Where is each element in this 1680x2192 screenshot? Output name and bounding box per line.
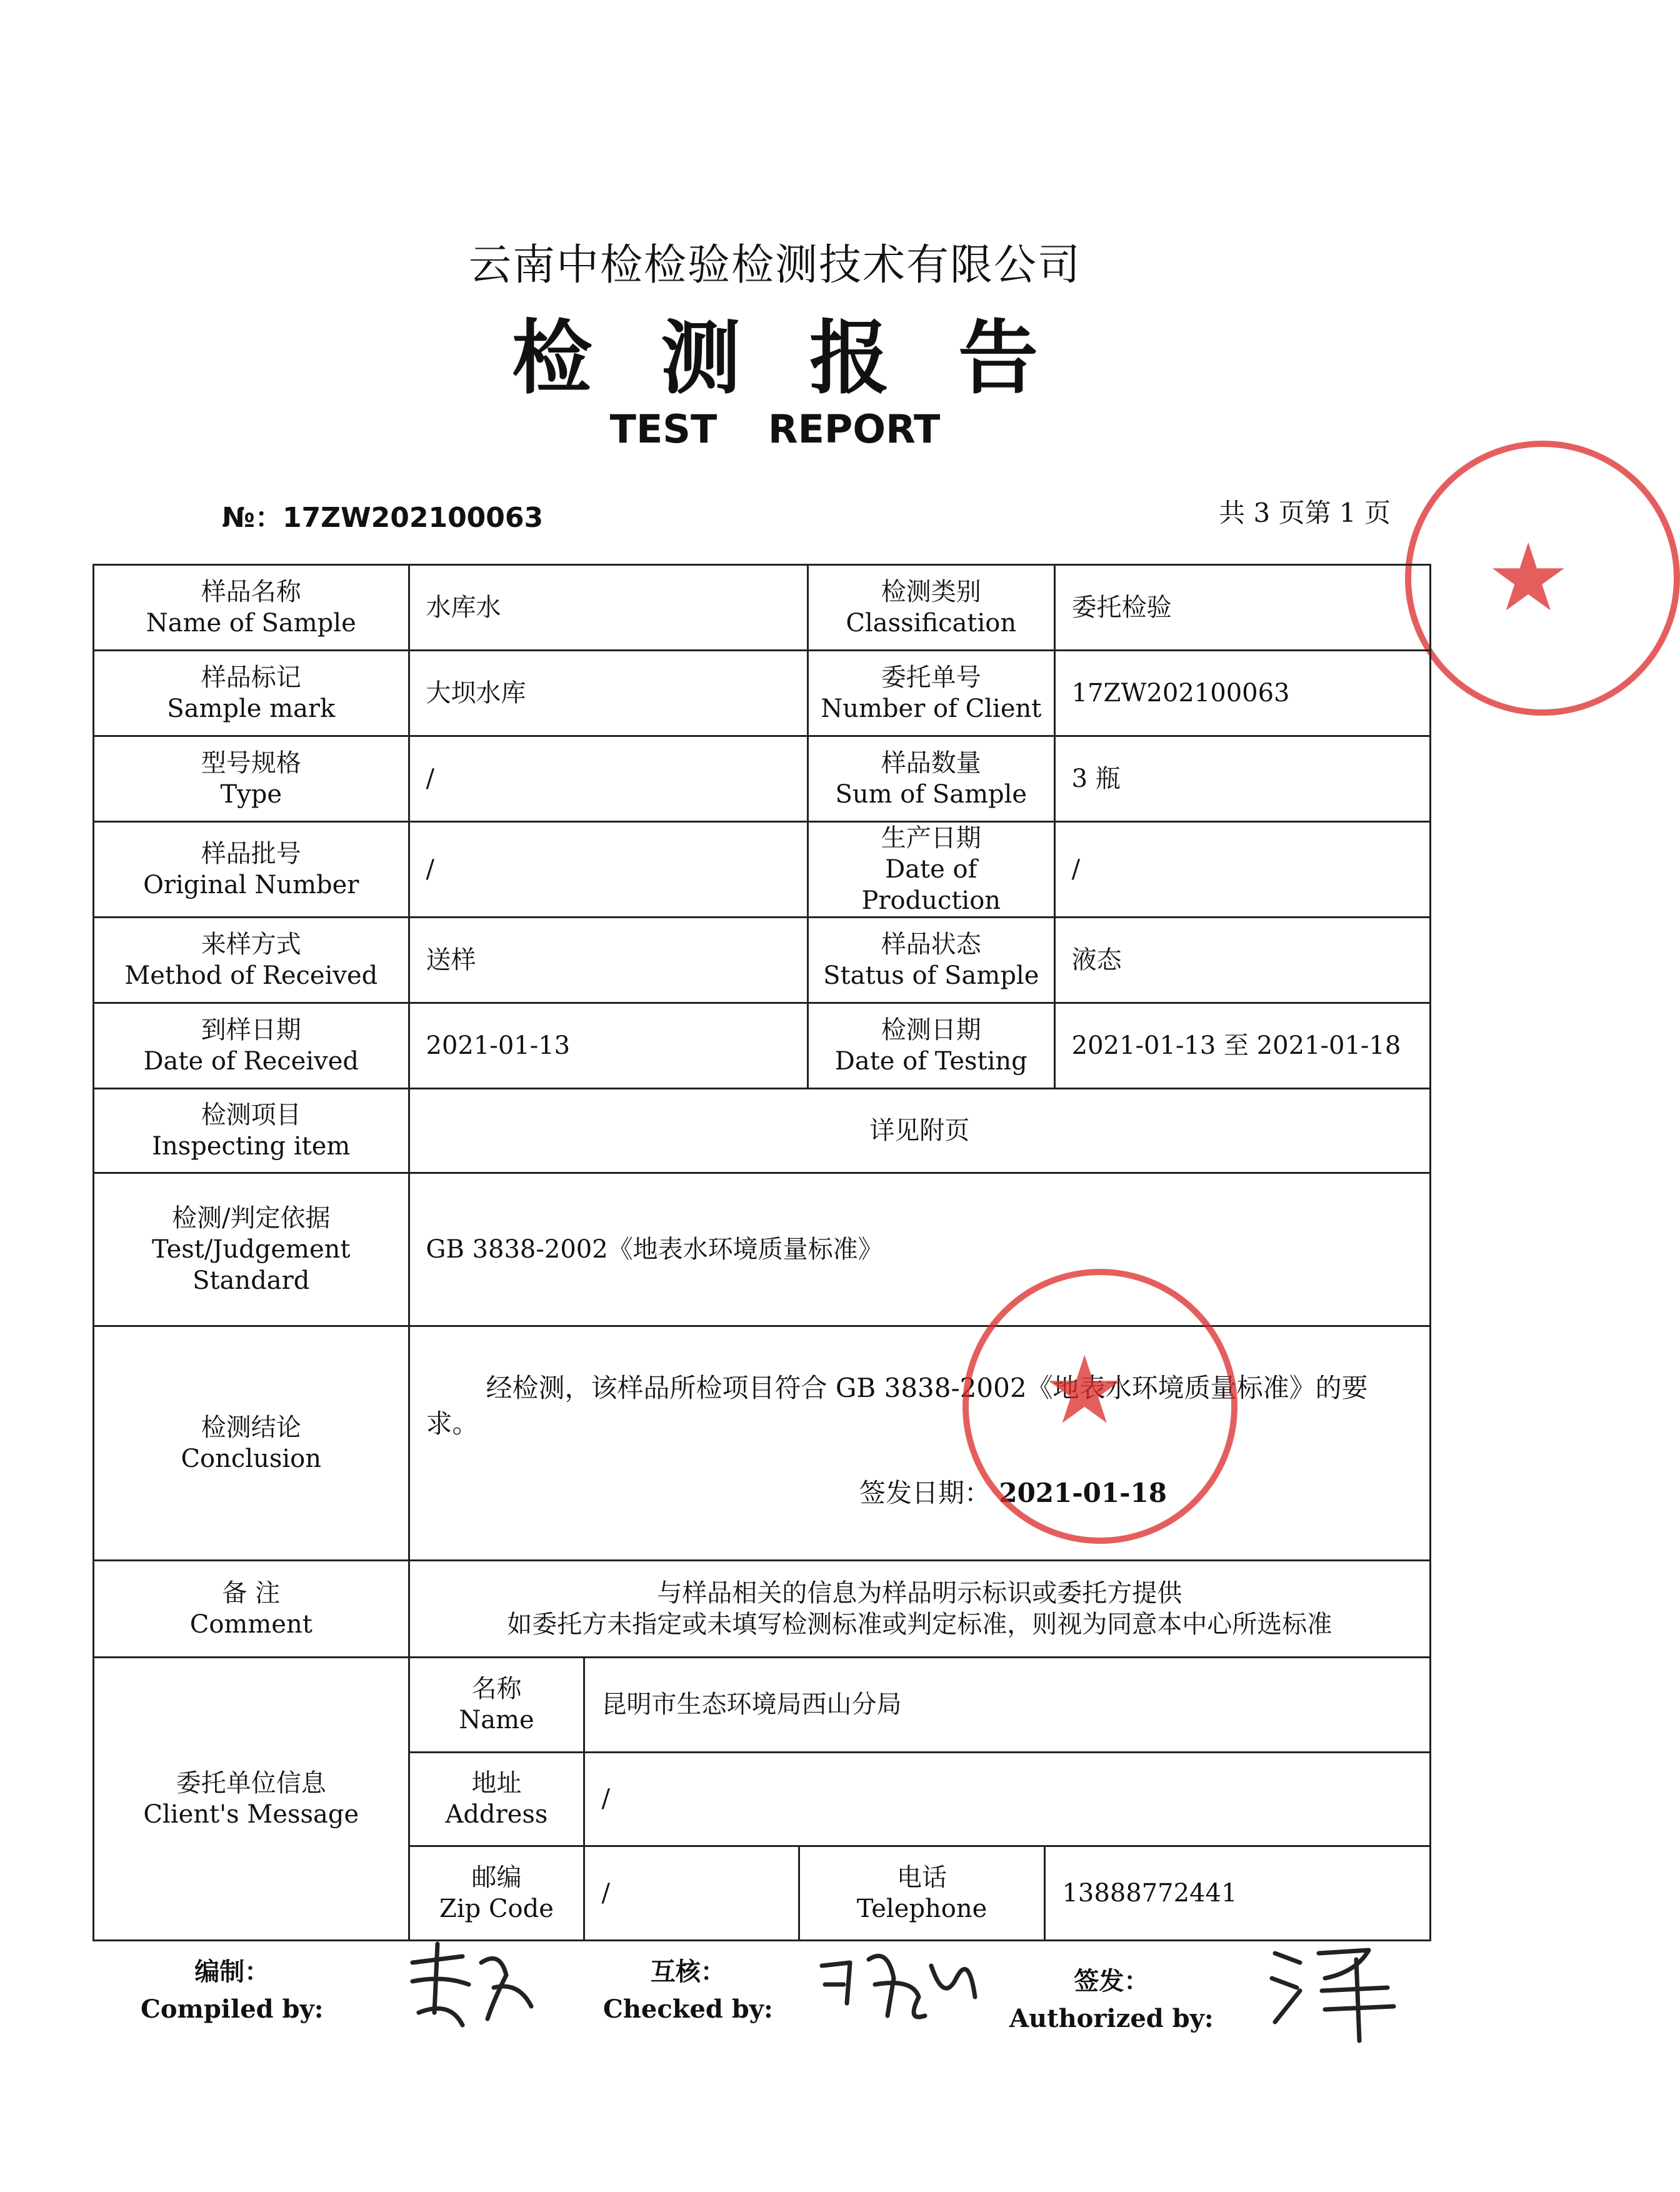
- field-value-inspecting-item: 详见附页: [409, 1089, 1431, 1173]
- table-row: [410, 1752, 1430, 1846]
- field-label: 检测日期 Date of Testing: [808, 1003, 1054, 1089]
- table-row: [94, 565, 1431, 651]
- field-value-sample-mark: 大坝水库: [409, 651, 808, 736]
- field-value-type: /: [409, 736, 808, 822]
- report-title-cn: 检测报告: [511, 312, 1107, 405]
- field-label: 来样方式 Method of Received: [94, 918, 409, 1003]
- field-value-testing-date: 2021-01-13 至 2021-01-18: [1054, 1003, 1430, 1089]
- field-label: 样品标记 Sample mark: [94, 651, 409, 736]
- compiled-signature: [400, 1938, 544, 2038]
- table-row: [94, 1658, 1431, 1941]
- authorized-signature: [1262, 1934, 1406, 2047]
- field-label: 检测类别 Classification: [808, 565, 1054, 651]
- company-name: 云南中检检验检测技术有限公司: [468, 241, 1081, 290]
- table-row: [94, 918, 1431, 1003]
- field-label: 样品状态 Status of Sample: [808, 918, 1054, 1003]
- field-label: 样品批号 Original Number: [94, 822, 409, 918]
- report-number: [222, 495, 543, 535]
- field-value-classification: 委托检验: [1054, 565, 1430, 651]
- comment-cell: [409, 1561, 1431, 1658]
- field-label: 型号规格 Type: [94, 736, 409, 822]
- report-table: [92, 564, 1431, 1941]
- authorized-by-label: 签发： Authorized by:: [1009, 1966, 1214, 2033]
- field-value-client-address: /: [584, 1752, 1429, 1846]
- field-label: 地址 Address: [410, 1752, 584, 1846]
- comment-line: 与样品相关的信息为样品明示标识或委托方提供: [657, 1579, 1182, 1608]
- field-label: 生产日期 Date of Production: [808, 822, 1054, 918]
- report-number-label: №：: [222, 502, 282, 534]
- report-title-en: TEST REPORT: [609, 406, 941, 452]
- table-row: [94, 1003, 1431, 1089]
- field-label: 名称 Name: [410, 1658, 584, 1752]
- field-value-client-zip: /: [584, 1846, 799, 1939]
- table-row: [94, 1173, 1431, 1326]
- field-label: 电话 Telephone: [799, 1846, 1045, 1939]
- field-value-sample-status: 液态: [1054, 918, 1430, 1003]
- field-label: 委托单号 Number of Client: [808, 651, 1054, 736]
- table-row: [94, 736, 1431, 822]
- client-info-table: [410, 1658, 1430, 1939]
- conclusion-cell: [409, 1326, 1431, 1561]
- company-seal-partial: ★: [1405, 441, 1680, 716]
- field-value-original-number: /: [409, 822, 808, 918]
- checked-signature: [812, 1941, 981, 2034]
- field-value-client-number: 17ZW202100063: [1054, 651, 1430, 736]
- table-row: [410, 1846, 1430, 1939]
- field-label: 检测/判定依据 Test/Judgement Standard: [94, 1173, 409, 1326]
- field-value-client-telephone: 13888772441: [1045, 1846, 1429, 1939]
- field-label: 检测项目 Inspecting item: [94, 1089, 409, 1173]
- comment-line: 如委托方未指定或未填写检测标准或判定标准，则视为同意本中心所选标准: [507, 1610, 1332, 1639]
- field-value-received-date: 2021-01-13: [409, 1003, 808, 1089]
- field-label: 检测结论 Conclusion: [94, 1326, 409, 1561]
- company-seal: ★: [962, 1269, 1238, 1544]
- field-value-standard: GB 3838-2002《地表水环境质量标准》: [409, 1173, 1431, 1326]
- conclusion-text: 经检测，该样品所检项目符合 GB 3838-2002《地表水环境质量标准》的要求。: [426, 1373, 1368, 1439]
- table-row: [94, 1561, 1431, 1658]
- field-value-receive-method: 送样: [409, 918, 808, 1003]
- field-label: 样品数量 Sum of Sample: [808, 736, 1054, 822]
- report-number-value: 17ZW202100063: [282, 502, 544, 534]
- issue-date-value: 2021-01-18: [999, 1477, 1167, 1508]
- field-value-production-date: /: [1054, 822, 1430, 918]
- field-value-sample-sum: 3 瓶: [1054, 736, 1430, 822]
- checked-by-label: 互核： Checked by:: [603, 1957, 773, 2024]
- field-value-client-name: 昆明市生态环境局西山分局: [584, 1658, 1429, 1752]
- table-row: [94, 822, 1431, 918]
- field-label: 备 注 Comment: [94, 1561, 409, 1658]
- compiled-by-label: 编制： Compiled by:: [141, 1957, 324, 2024]
- client-info-cell: [409, 1658, 1431, 1941]
- table-row: [410, 1658, 1430, 1752]
- table-row: [94, 651, 1431, 736]
- table-row: [94, 1089, 1431, 1173]
- page-info: 共 3 页第 1 页: [1219, 498, 1391, 528]
- field-label: 到样日期 Date of Received: [94, 1003, 409, 1089]
- field-value-sample-name: 水库水: [409, 565, 808, 651]
- field-label: 样品名称 Name of Sample: [94, 565, 409, 651]
- issue-date-label: 签发日期：: [859, 1477, 991, 1508]
- field-label: 委托单位信息 Client's Message: [94, 1658, 409, 1941]
- field-label: 邮编 Zip Code: [410, 1846, 584, 1939]
